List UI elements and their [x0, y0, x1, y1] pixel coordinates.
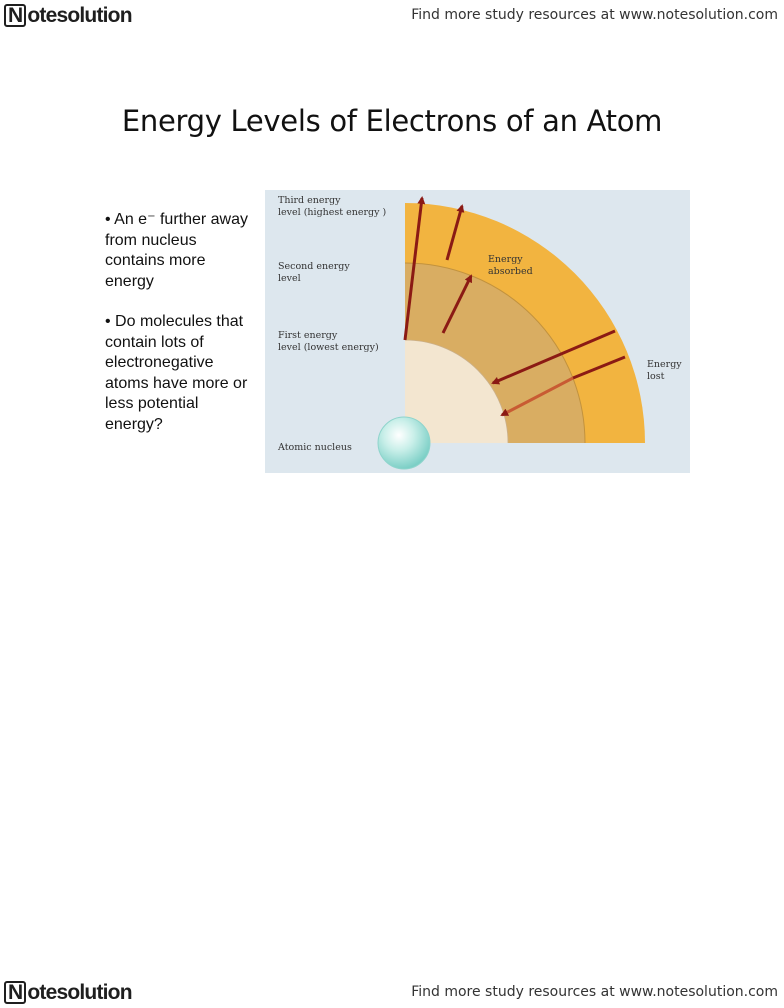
- bullet-list: [105, 210, 255, 455]
- first-level-label: First energy level (lowest energy): [278, 330, 379, 353]
- notesolution-logo[interactable]: [4, 981, 132, 1005]
- energy-levels-figure: [265, 190, 690, 473]
- header-resources-link[interactable]: Find more study resources at www.notesolution.com: [411, 7, 778, 23]
- energy-lost-label: Energy lost: [647, 359, 682, 382]
- bullet-item: • Do molecules that contain lots of electronegative atoms have more or less potential energy?: [105, 313, 248, 433]
- footer-resources-link[interactable]: Find more study resources at www.notesolution.com: [411, 984, 778, 1000]
- logo-text: otesolution: [27, 981, 132, 1004]
- logo-text: otesolution: [27, 4, 132, 27]
- bullet-item: • An e⁻ further away from nucleus contains more energy: [105, 211, 249, 290]
- slide-title: Energy Levels of Electrons of an Atom: [121, 104, 663, 138]
- second-level-label: Second energy level: [278, 261, 350, 284]
- logo-letter: N: [4, 981, 26, 1004]
- nucleus-label: Atomic nucleus: [278, 442, 352, 453]
- logo-letter: N: [4, 4, 26, 27]
- energy-absorbed-label: Energy absorbed: [488, 254, 533, 277]
- atomic-nucleus: [378, 417, 430, 469]
- third-level-label: Third energy level (highest energy ): [278, 195, 387, 218]
- notesolution-logo[interactable]: [4, 4, 132, 28]
